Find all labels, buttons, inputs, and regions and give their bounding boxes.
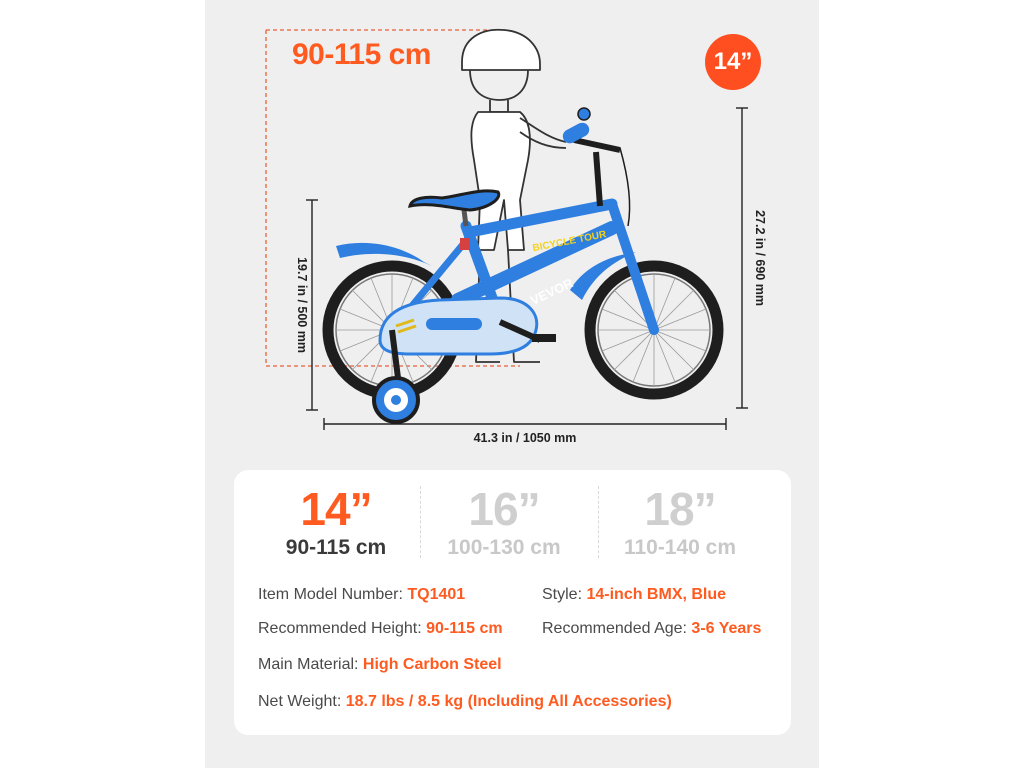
size-option-range: 100-130 cm [447, 536, 561, 559]
spec-style [542, 586, 726, 604]
spec-height [258, 620, 503, 638]
seat-height-label: 19.7 in / 500 mm [295, 257, 309, 353]
spec-material-value: High Carbon Steel [362, 656, 502, 673]
size-option-range: 90-115 cm [285, 536, 387, 559]
pedal [532, 334, 556, 342]
length-label: 41.3 in / 1050 mm [473, 431, 577, 445]
length-dimension [324, 418, 726, 445]
frame-tour-decal: BICYCLE TOUR [531, 229, 608, 255]
wheel-size-badge: 14” [705, 34, 761, 90]
spec-weight-label: Net Weight: [258, 693, 346, 710]
spec-age [542, 620, 761, 638]
seat-post [464, 210, 466, 226]
rear-reflector [460, 238, 470, 250]
spec-style-value: 14-inch BMX, Blue [586, 586, 727, 603]
frame-brand-decal: VEVOR [527, 275, 576, 309]
size-option-18[interactable] [590, 482, 770, 560]
size-option-value: 14” [300, 483, 372, 535]
spec-age-value: 3-6 Years [691, 620, 762, 637]
spec-height-label: Recommended Height: [258, 620, 427, 637]
spec-model-label: Item Model Number: [258, 586, 408, 603]
spec-model [258, 586, 465, 604]
height-range-label: 90-115 cm [292, 38, 431, 71]
specs-card [234, 470, 791, 735]
spec-age-label: Recommended Age: [542, 620, 692, 637]
spec-weight-value: 18.7 lbs / 8.5 kg (Including All Accessories) [345, 693, 672, 710]
overall-height-label: 27.2 in / 690 mm [753, 210, 767, 306]
spec-material [258, 656, 502, 674]
spec-style-label: Style: [542, 586, 587, 603]
seat-height-dimension [295, 200, 318, 410]
size-option-16[interactable] [414, 482, 594, 560]
spec-weight [258, 693, 672, 711]
size-option-range: 110-140 cm [623, 536, 737, 559]
spec-model-value: TQ1401 [407, 586, 466, 603]
size-option-value: 16” [468, 483, 540, 535]
spec-height-value: 90-115 cm [426, 620, 503, 637]
spec-material-label: Main Material: [258, 656, 363, 673]
overall-height-dimension [736, 108, 767, 408]
size-option-14[interactable] [246, 482, 426, 560]
size-option-value: 18” [644, 483, 716, 535]
bike-seat [410, 191, 499, 210]
